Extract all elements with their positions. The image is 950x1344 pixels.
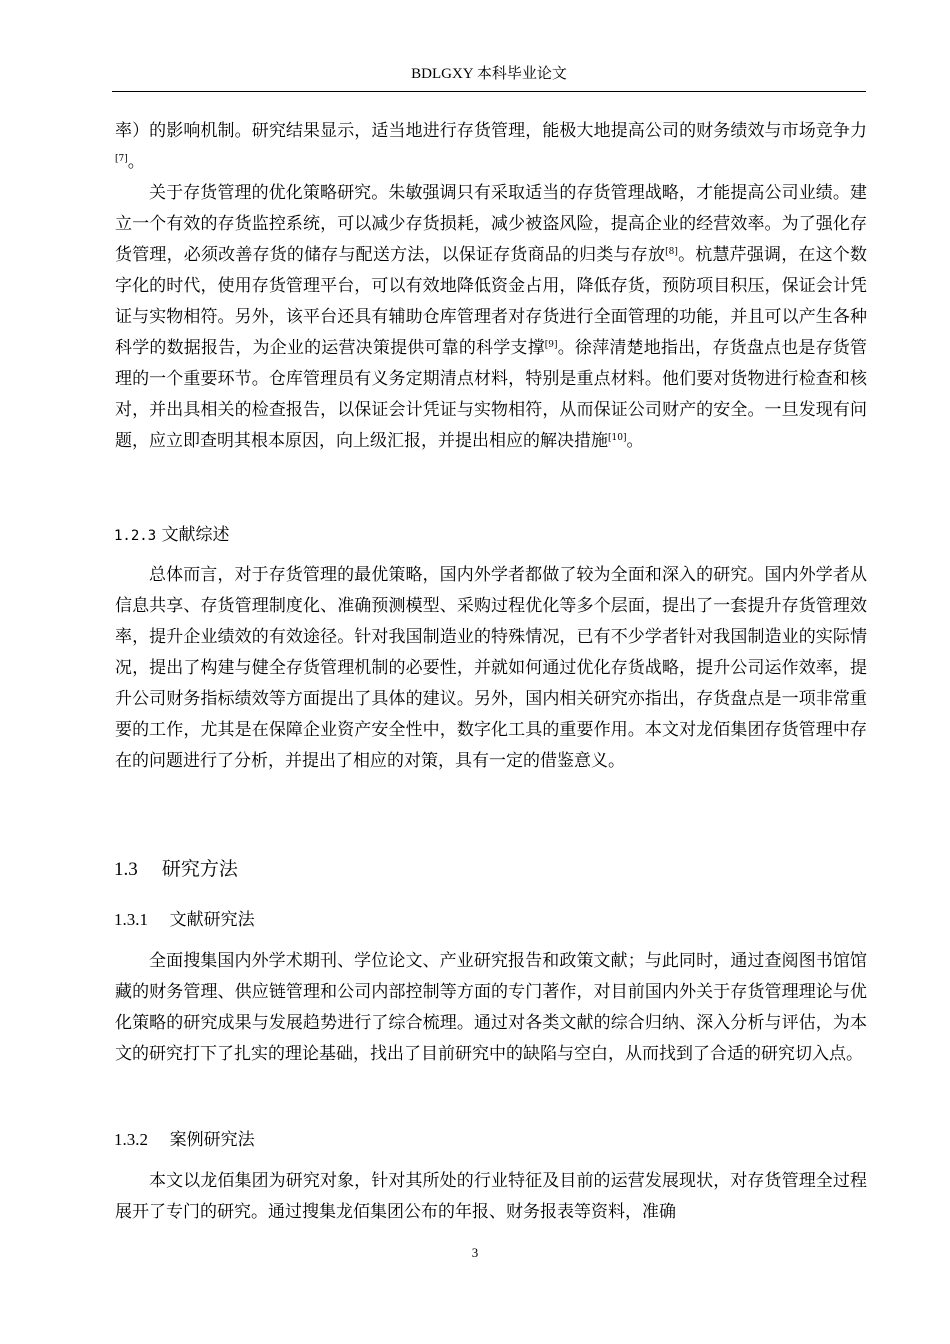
heading-1-3 — [114, 855, 238, 884]
heading-number: 1.3 — [114, 859, 138, 880]
heading-1-2-3 — [114, 521, 230, 550]
paragraph-case-method: 本文以龙佰集团为研究对象，针对其所处的行业特征及目前的运营发展现状，对存货管理全过程展开了专门的研究。通过搜集龙佰集团公布的年报、财务报表等资料，准确 — [115, 1171, 867, 1222]
paragraph-text: 。杭慧芹强调，在这个数字化的时代，使用存货管理平台，可以有效地降低资金占用，降低存货，预防项目积压，保证会计凭证与实物相符。另外，该平台还具有辅助仓库管理者对存货进行全面管理的功能，并且可以产生各种科学的数据报告，为企业的运营决策提供可靠的科学支撑 — [115, 245, 868, 358]
paragraph-optimization-strategy — [115, 178, 867, 457]
citation-10: [10] — [608, 433, 627, 443]
paragraph-literature-review: 总体而言，对于存货管理的最优策略，国内外学者都做了较为全面和深入的研究。国内外学者从信息共享、存货管理制度化、准确预测模型、采购过程优化等多个层面，提出了一套提升存货管理效率，提升企业绩效的有效途径。针对我国制造业的特殊情况，已有不少学者针对我国制造业的实际情况，提出了构建与健全存货管理机制的必要性，并就如何通过优化存货战略，提升公司运作效率，提升公司财务指标绩效等方面提出了具体的建议。另外，国内相关研究亦指出，存货盘点是一项非常重要的工作，尤其是在保障企业资产安全性中，数字化工具的重要作用。本文对龙佰集团存货管理中存在的问题进行了分析，并提出了相应的对策，具有一定的借鉴意义。 — [115, 565, 867, 771]
heading-text: 文献综述 — [161, 525, 230, 545]
page-header: BDLGXY 本科毕业论文 — [411, 66, 567, 82]
heading-1-3-1 — [114, 906, 255, 934]
paragraph-text: 。徐萍清楚地指出，存货盘点也是存货管理的一个重要环节。仓库管理员有义务定期清点材料，特别是重点材料。他们要对货物进行检查和核对，并出具相关的检查报告，以保证会计凭证与实物相符，从而保证公司财产的安全。一旦发现有问题，应立即查明其根本原因，向上级汇报，并提出相应的解决措施 — [115, 338, 867, 451]
paragraph-intro-continued — [115, 116, 867, 178]
heading-number: 1.3.1 — [114, 910, 148, 929]
heading-text: 案例研究法 — [169, 1130, 255, 1150]
heading-number: 1.2.3 — [114, 528, 157, 544]
citation-9: [9] — [544, 340, 558, 350]
heading-1-3-2 — [114, 1126, 255, 1154]
paragraph-text: 。 — [626, 431, 644, 451]
heading-text: 研究方法 — [161, 858, 238, 880]
header-rule — [112, 91, 866, 92]
heading-text: 文献研究法 — [169, 910, 255, 930]
paragraph-literature-method: 全面搜集国内外学术期刊、学位论文、产业研究报告和政策文献；与此同时，通过查阅图书馆馆藏的财务管理、供应链管理和公司内部控制等方面的专门著作，对目前国内外关于存货管理理论与优化策略的研究成果与发展趋势进行了综合梳理。通过对各类文献的综合归纳、深入分析与评估，为本文的研究打下了扎实的理论基础，找出了目前研究中的缺陷与空白，从而找到了合适的研究切入点。 — [115, 951, 867, 1064]
citation-7: [7] — [115, 154, 128, 164]
page-number: 3 — [471, 1245, 479, 1260]
paragraph-text: 关于存货管理的优化策略研究。朱敏强调只有采取适当的存货管理战略，才能提高公司业绩。建立一个有效的存货监控系统，可以减少存货损耗，减少被盗风险，提高企业的经营效率。为了强化存货管理，必须改善存货的储存与配送方法，以保证存货商品的归类与存放 — [115, 183, 867, 265]
paragraph-text: 。 — [127, 152, 145, 172]
citation-8: [8] — [665, 247, 678, 257]
heading-number: 1.3.2 — [114, 1130, 148, 1149]
paragraph-text: 率）的影响机制。研究结果显示，适当地进行存货管理，能极大地提高公司的财务绩效与市场竞争力 — [115, 121, 867, 141]
